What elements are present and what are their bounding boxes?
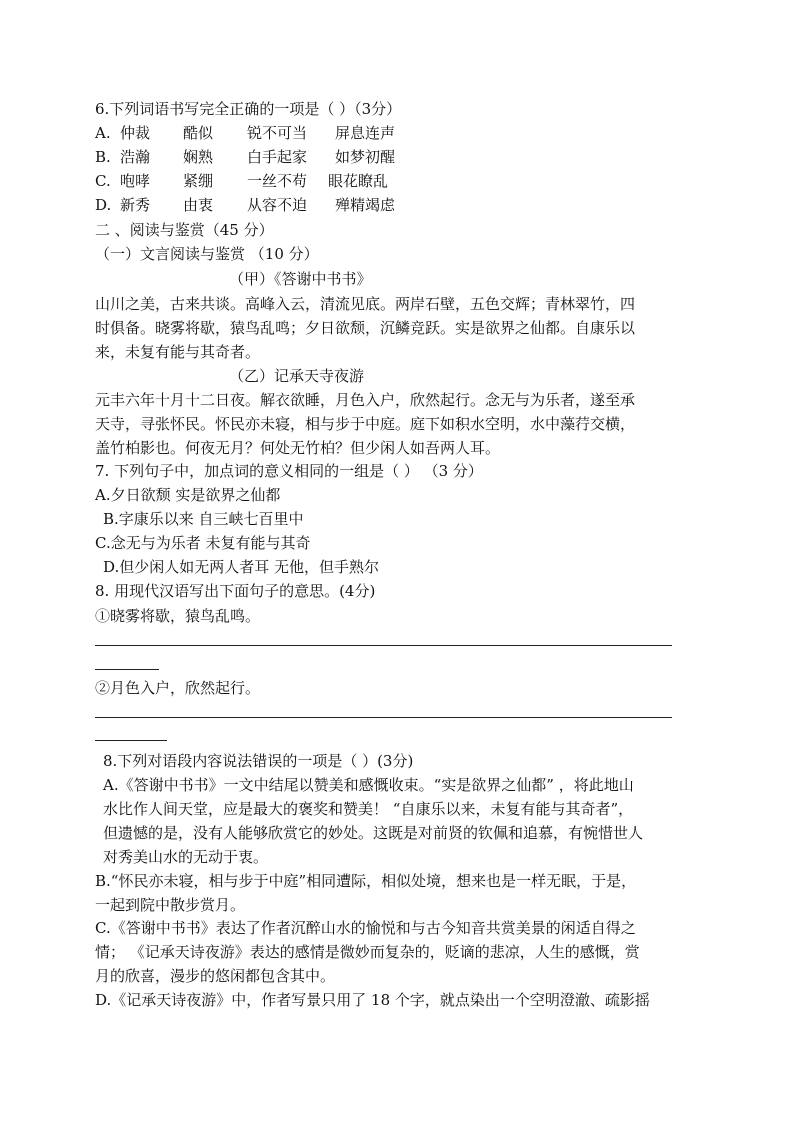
q7-stem: 7. 下列句子中，加点词的意义相同的一组是（ ） （3 分） <box>95 462 483 480</box>
q8b-line: 月的欣喜，漫步的悠闲都包含其中。 <box>95 967 336 985</box>
passage-b-line: 元丰六年十月十二日夜。解衣欲睡，月色入户，欣然起行。念无与为乐者，遂至承 <box>95 391 636 409</box>
option-word: 锐不可当 <box>247 124 308 142</box>
q6-option-d <box>95 195 395 215</box>
passage-a-line: 来，未复有能与其奇者。 <box>95 343 261 361</box>
answer-line-short <box>95 669 159 670</box>
passage-b-title: （乙）记承天寺夜游 <box>229 367 365 385</box>
q8a-item2: ②月色入户，欣然起行。 <box>95 679 261 697</box>
option-word: 白手起家 <box>247 148 308 166</box>
q6-option-c <box>95 171 388 191</box>
passage-a-title: （甲）《答谢中书书》 <box>229 270 372 288</box>
q6-option-a <box>95 123 395 143</box>
passage-a-line: 山川之美，古来共谈。高峰入云，清流见底。两岸石壁，五色交辉；青林翠竹，四 <box>95 295 636 313</box>
option-word: 一丝不苟 <box>247 172 308 190</box>
q7-option-d: D.但少闲人如无两人者耳 无他，但手熟尔 <box>103 558 380 576</box>
option-word: 由衷 <box>183 196 214 214</box>
q6-stem: 6.下列词语书写完全正确的一项是（ ）（3分） <box>95 100 402 118</box>
q8b-line: 情； 《记承天诗夜游》表达的感情是微妙而复杂的，贬谪的悲凉，人生的感慨，赏 <box>95 943 640 961</box>
option-word: 浩瀚 <box>120 148 151 166</box>
option-letter: D. <box>95 196 112 214</box>
option-word: 咆哮 <box>120 172 151 190</box>
passage-b-line: 盖竹柏影也。何夜无月？何处无竹柏？但少闲人如吾两人耳。 <box>95 439 501 457</box>
option-word: 紧绷 <box>183 172 214 190</box>
passage-b-line: 天寺，寻张怀民。怀民亦未寝，相与步于中庭。庭下如积水空明，水中藻荇交横， <box>95 415 636 433</box>
q8b-line: B.“怀民亦未寝，相与步于中庭”相同遭际，相似处境，想来也是一样无眠，于是， <box>95 872 637 890</box>
answer-line <box>95 645 672 646</box>
option-word: 酷似 <box>183 124 214 142</box>
q7-option-b: B.字康乐以来 自三峡七百里中 <box>103 510 304 528</box>
q8b-stem: 8.下列对语段内容说法错误的一项是（ ）(3分) <box>103 752 414 770</box>
answer-line <box>95 717 672 718</box>
q8a-stem: 8. 用现代汉语写出下面句子的意思。(4分) <box>95 582 376 600</box>
q8b-line: 对秀美山水的无动于衷。 <box>103 848 269 866</box>
option-letter: A. <box>95 124 111 142</box>
option-word: 眼花瞭乱 <box>328 172 389 190</box>
q8b-line: 一起到院中散步赏月。 <box>95 896 246 914</box>
option-word: 仲裁 <box>120 124 151 142</box>
q6-option-b <box>95 147 395 167</box>
option-letter: C. <box>95 172 111 190</box>
option-word: 娴熟 <box>183 148 214 166</box>
passage-a-line: 时俱备。晓雾将歇，猿鸟乱鸣；夕日欲颓，沉鳞竞跃。实是欲界之仙都。自康乐以 <box>95 319 636 337</box>
option-word: 如梦初醒 <box>335 148 396 166</box>
q8a-item1: ①晓雾将歇，猿鸟乱鸣。 <box>95 607 261 625</box>
option-letter: B. <box>95 148 111 166</box>
section-heading: 二 、阅读与鉴赏（45 分） <box>95 221 274 239</box>
option-word: 从容不迫 <box>247 196 308 214</box>
option-word: 新秀 <box>120 196 151 214</box>
subsection-heading: （一）文言阅读与鉴赏 （10 分） <box>95 245 319 263</box>
q8b-line: C.《答谢中书书》表达了作者沉醉山水的愉悦和与古今知音共赏美景的闲适自得之 <box>95 919 636 937</box>
q7-option-c: C.念无与为乐者 未复有能与其奇 <box>95 534 311 552</box>
q8b-line: D.《记承天诗夜游》中，作者写景只用了 18 个字，就点染出一个空明澄澈、疏影摇 <box>95 991 650 1009</box>
option-word: 殚精竭虑 <box>335 196 396 214</box>
option-word: 屏息连声 <box>335 124 396 142</box>
answer-line-short <box>95 740 167 741</box>
q7-option-a: A.夕日欲颓 实是欲界之仙都 <box>95 486 281 504</box>
q8b-line: 但遗憾的是，没有人能够欣赏它的妙处。这既是对前贤的钦佩和追慕，有惋惜世人 <box>103 824 644 842</box>
q8b-line: A.《答谢中书书》一文中结尾以赞美和感慨收束。“实是欲界之仙都” ，将此地山 <box>103 776 634 794</box>
q8b-line: 水比作人间天堂，应是最大的褒奖和赞美！ “自康乐以来，未复有能与其奇者”， <box>103 800 634 818</box>
